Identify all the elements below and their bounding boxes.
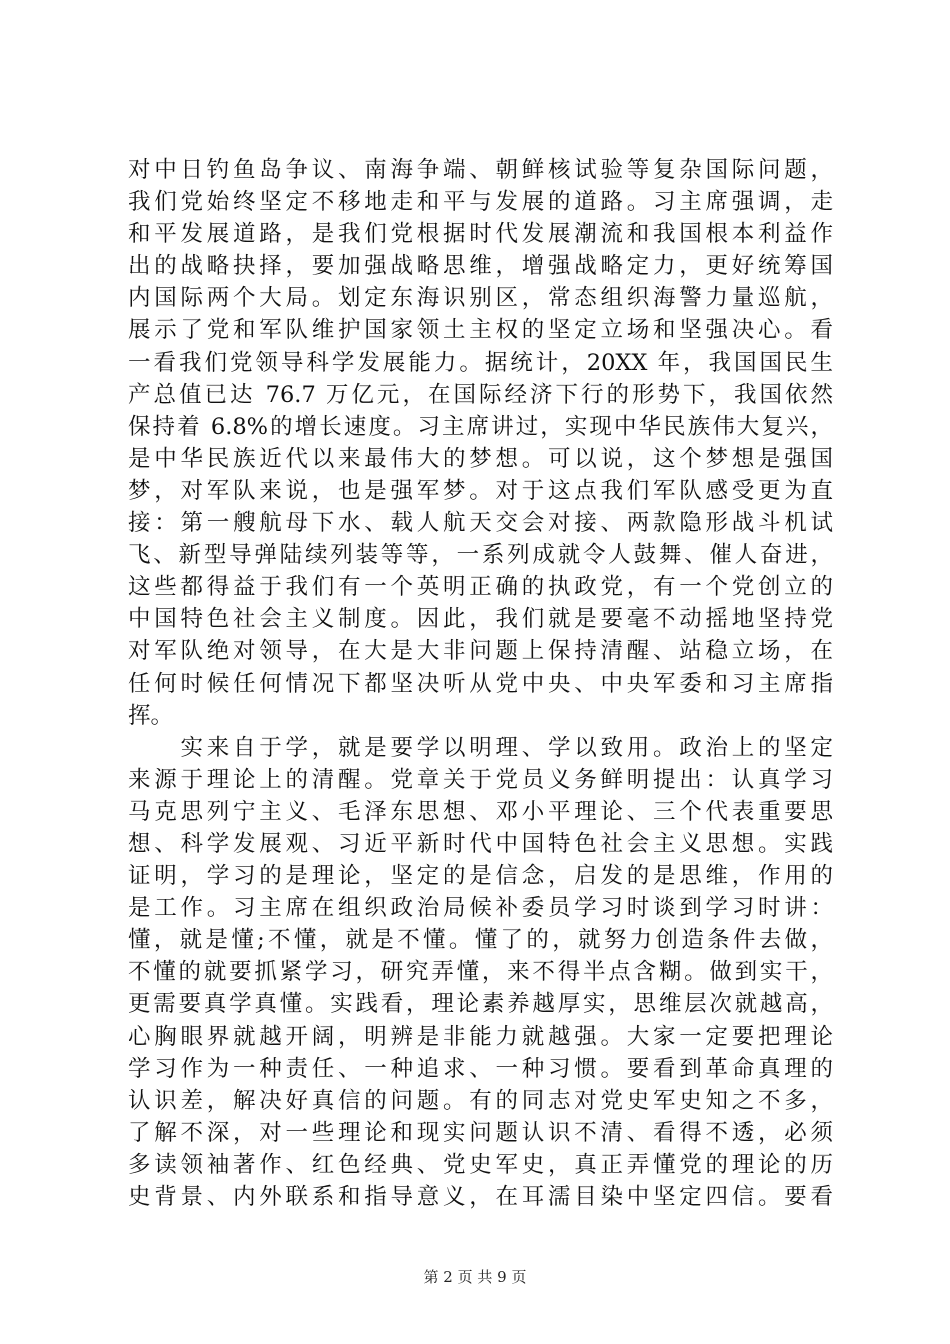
text-line: 飞、新型导弹陆续列装等等，一系列成就令人鼓舞、催人奋进， — [128, 542, 833, 569]
text-line: 认识差，解决好真信的问题。有的同志对党史军史知之不多， — [128, 1087, 833, 1114]
text-line: 任何时候任何情况下都坚决听从党中央、中央军委和习主席指 — [128, 670, 833, 697]
text-line: 是中华民族近代以来最伟大的梦想。可以说，这个梦想是强国 — [128, 445, 833, 472]
text-line: 保持着 6.8%的增长速度。习主席讲过，实现中华民族伟大复兴， — [128, 413, 833, 440]
paragraph-end-line: 挥。 — [128, 702, 174, 729]
text-line: 我们党始终坚定不移地走和平与发展的道路。习主席强调，走 — [128, 189, 833, 216]
text-line: 接：第一艘航母下水、载人航天交会对接、两款隐形战斗机试 — [128, 510, 833, 537]
text-line: 心胸眼界就越开阔，明辨是非能力就越强。大家一定要把理论 — [128, 1023, 833, 1050]
text-line: 对中日钓鱼岛争议、南海争端、朝鲜核试验等复杂国际问题， — [128, 157, 833, 183]
page-number-footer: 第 2 页 共 9 页 — [423, 1268, 527, 1286]
text-line: 内国际两个大局。划定东海识别区，常态组织海警力量巡航， — [128, 285, 833, 312]
text-line: 和平发展道路，是我们党根据时代发展潮流和我国根本利益作 — [128, 221, 833, 248]
paragraph-start-line: 实来自于学，就是要学以明理、学以致用。政治上的坚定 — [128, 734, 833, 761]
text-line: 懂，就是懂;不懂，就是不懂。懂了的，就努力创造条件去做， — [128, 927, 833, 954]
text-line: 了解不深，对一些理论和现实问题认识不清、看得不透，必须 — [128, 1119, 833, 1146]
text-line: 来源于理论上的清醒。党章关于党员义务鲜明提出：认真学习 — [128, 766, 833, 793]
text-line: 更需要真学真懂。实践看，理论素养越厚实，思维层次就越高， — [128, 991, 833, 1018]
text-line: 产总值已达 76.7 万亿元，在国际经济下行的形势下，我国依然 — [128, 381, 833, 408]
text-line: 是工作。习主席在组织政治局候补委员学习时谈到学习时讲： — [128, 895, 833, 922]
text-line: 展示了党和军队维护国家领土主权的坚定立场和坚强决心。看 — [128, 317, 833, 344]
text-line: 马克思列宁主义、毛泽东思想、邓小平理论、三个代表重要思 — [128, 798, 833, 825]
text-line: 学习作为一种责任、一种追求、一种习惯。要看到革命真理的 — [128, 1055, 833, 1082]
text-line: 证明，学习的是理论，坚定的是信念，启发的是思维，作用的 — [128, 863, 833, 890]
text-line: 这些都得益于我们有一个英明正确的执政党，有一个党创立的 — [128, 574, 833, 601]
text-line: 一看我们党领导科学发展能力。据统计，20XX 年，我国国民生 — [128, 349, 833, 376]
text-line: 史背景、内外联系和指导意义，在耳濡目染中坚定四信。要看 — [128, 1184, 833, 1210]
text-line: 多读领袖著作、红色经典、党史军史，真正弄懂党的理论的历 — [128, 1151, 833, 1178]
body-text — [128, 154, 833, 1213]
text-line: 想、科学发展观、习近平新时代中国特色社会主义思想。实践 — [128, 830, 833, 857]
text-line: 中国特色社会主义制度。因此，我们就是要毫不动摇地坚持党 — [128, 606, 833, 633]
text-line: 出的战略抉择，要加强战略思维，增强战略定力，更好统筹国 — [128, 253, 833, 280]
text-line: 梦，对军队来说，也是强军梦。对于这点我们军队感受更为直 — [128, 477, 833, 504]
text-line: 不懂的就要抓紧学习，研究弄懂，来不得半点含糊。做到实干， — [128, 959, 833, 986]
text-line: 对军队绝对领导，在大是大非问题上保持清醒、站稳立场，在 — [128, 638, 833, 665]
